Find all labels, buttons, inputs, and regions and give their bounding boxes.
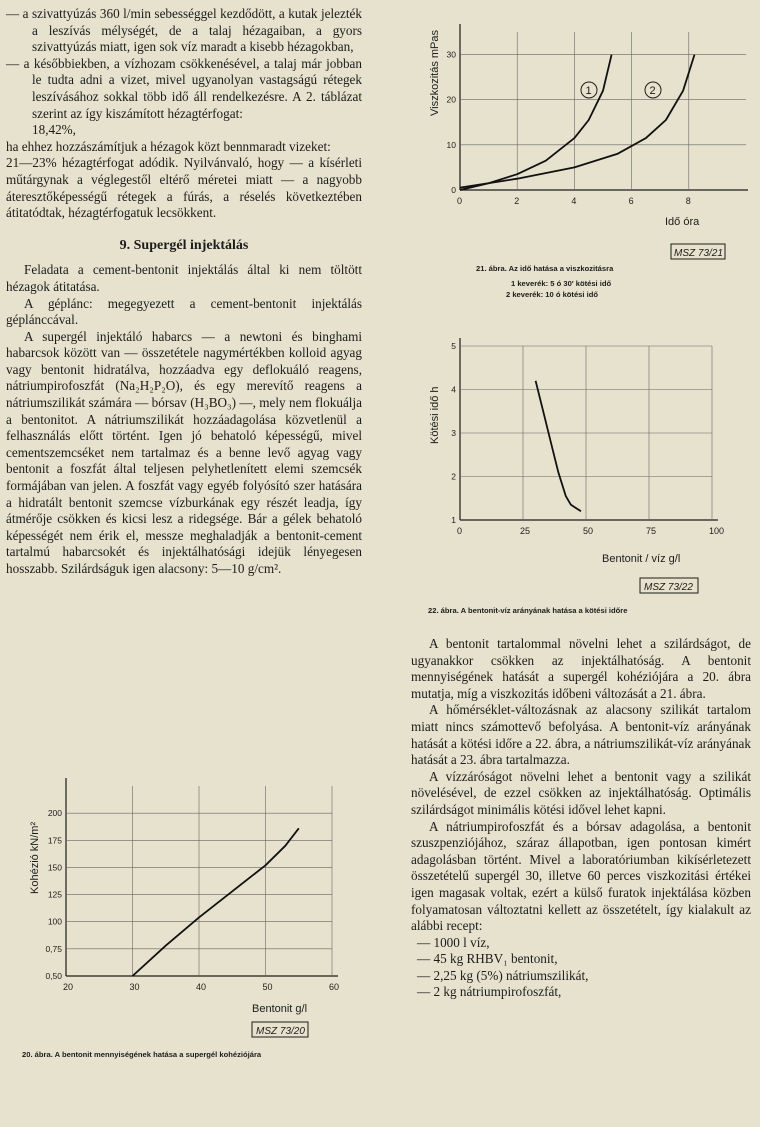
y-tick-label: 30 bbox=[446, 49, 456, 60]
x-tick-label: 50 bbox=[583, 526, 594, 536]
x-tick-label: 6 bbox=[628, 196, 634, 206]
left-column bbox=[6, 6, 362, 578]
fig21-legend-2: 2 keverék: 10 ó kötési idő bbox=[506, 290, 599, 299]
series-line-1 bbox=[536, 381, 581, 512]
fig21-caption: 21. ábra. Az idő hatása a viszkozitásra bbox=[476, 264, 614, 273]
y-tick-label: 0,50 bbox=[45, 971, 62, 981]
x-tick-label: 100 bbox=[709, 526, 725, 536]
hezag-value: 18,42%, bbox=[32, 122, 76, 138]
x-tick-label: 20 bbox=[63, 982, 74, 992]
figure-20-chart bbox=[14, 762, 360, 1062]
fig21-ylabel: Viszkozitás mPas bbox=[429, 30, 441, 116]
paragraph-bullet-1: — a szivattyúzás 360 l/min sebességgel kezdődött, a kutak jelezték a leszívás mélységét, de a talaj hézagaiban, a gyors szivattyúzás miatt, igen sok víz maradt a kisebb hézagokban, bbox=[6, 6, 362, 55]
recipe-item: — 2 kg nátriumpirofoszfát, bbox=[417, 984, 562, 1000]
fig21-xlabel: Idő óra bbox=[665, 216, 700, 228]
right-column bbox=[411, 636, 751, 1001]
x-tick-label: 25 bbox=[520, 526, 531, 536]
figure-21-chart bbox=[412, 4, 748, 262]
fig22-ylabel: Kötési idő h bbox=[429, 386, 441, 444]
series-line-1 bbox=[460, 55, 612, 190]
x-tick-label: 4 bbox=[571, 196, 577, 206]
paragraph-3: A supergél injektáló habarcs — a newtoni és binghami habarcsok között van — összetétele nagymértékben kolloid agyag vagy bentonit hidratálva, hozzáadva egy deflokuáló reagens, nátriumpirofoszfát (Na₂H₂P₂O), és egy merevítő reagens a nátriumszilikát számára — bórsav (H₃BO₃) —, mely nem flokuálja a bentonitot. A nátriumszilikát hozzáadagolása közvetlenül a felhasználás előtt történt. Igen jó behatoló képességű, mivel cementszemcséket nem tartalmaz és a benne levő agyag vagy bentonit a foszfát által teljesen pelyhetlenített elemi szemcsék formájában van jelen. A foszfát vagy egyéb folyósító szer hatására a hidratált bentonit szemcse vízburkának egy részét leadja, így átmérője csökken és kicsi lesz a ridegsége. Bár a gélek behatoló képességét nem érik el, messze meghaladják a bentonit-cement tartalmú habarcsokét és injektálhatósági idejük lényegesen hosszabb. Szilárdságuk igen alacsony: 5—10 g/cm². bbox=[6, 328, 362, 576]
x-tick-label: 40 bbox=[196, 982, 207, 992]
paragraph-cont-2: 21—23% hézagtérfogat adódik. Nyilvánvaló, hogy — a kísérleti műtárgynak a véglegestől eltérő méretei miatt — a nagyobb áteresztőképességű rétegek a fúrás, a réselés következtében átitatódtak, hézagtérfogatuk lecsökkent. bbox=[6, 155, 362, 221]
fig21-series-1-name: 1 bbox=[585, 85, 592, 97]
paragraph-2: A géplánc: megegyezett a cement-bentonit injektálás géplánccával. bbox=[6, 295, 362, 328]
x-tick-label: 2 bbox=[514, 196, 520, 206]
fig20-id: MSZ 73/20 bbox=[256, 1026, 305, 1037]
x-tick-label: 30 bbox=[129, 982, 140, 992]
x-tick-label: 60 bbox=[329, 982, 340, 992]
figure-22-chart bbox=[412, 322, 748, 604]
fig21-id: MSZ 73/21 bbox=[674, 248, 723, 259]
fig21-series-2-name: 2 bbox=[649, 85, 656, 97]
recipe-item: — 2,25 kg (5%) nátriumszilikát, bbox=[417, 967, 589, 983]
y-tick-label: 1 bbox=[451, 515, 456, 525]
fig20-caption: 20. ábra. A bentonit mennyiségének hatása a supergél kohéziójára bbox=[22, 1050, 262, 1059]
series-line-1 bbox=[133, 828, 299, 976]
fig22-caption: 22. ábra. A bentonit-víz arányának hatása a kötési időre bbox=[428, 606, 628, 615]
x-tick-label: 75 bbox=[646, 526, 657, 536]
fig22-id: MSZ 73/22 bbox=[644, 582, 693, 593]
x-tick-label: 0 bbox=[457, 196, 463, 206]
y-tick-label: 5 bbox=[451, 341, 456, 351]
paragraph-1: Feladata a cement-bentonit injektálás által ki nem töltött hézagok átitatása. bbox=[6, 262, 362, 294]
y-tick-label: 0 bbox=[451, 185, 456, 195]
y-tick-label: 150 bbox=[47, 862, 62, 873]
fig21-series-2-label bbox=[645, 82, 661, 98]
y-tick-label: 2 bbox=[451, 471, 456, 482]
fig20-xlabel: Bentonit g/l bbox=[252, 1003, 308, 1015]
paragraph-cont-1: ha ehhez hozzászámítjuk a hézagok közt bennmaradt vizeket: bbox=[6, 138, 331, 154]
x-tick-label: 50 bbox=[262, 982, 273, 992]
recipe-item: — 45 kg RHBV₁ bentonit, bbox=[417, 951, 558, 967]
right-paragraph-3: A vízzáróságot növelni lehet a bentonit vagy a szilikát növelésével, de ezzel csökken az injektálhatóság. Optimális szilárdságot minimális kötési idővel lehet kapni. bbox=[411, 768, 751, 817]
series-line-2 bbox=[460, 55, 695, 188]
fig20-ylabel: Kohézió kN/m² bbox=[29, 821, 41, 894]
x-tick-label: 8 bbox=[685, 196, 691, 206]
x-tick-label: 0 bbox=[457, 526, 463, 536]
fig21-legend-1: 1 keverék: 5 ó 30′ kötési idő bbox=[511, 279, 612, 288]
y-tick-label: 175 bbox=[47, 835, 62, 846]
y-tick-label: 100 bbox=[47, 916, 62, 927]
y-tick-label: 20 bbox=[446, 94, 456, 105]
y-tick-label: 200 bbox=[47, 808, 62, 819]
right-paragraph-4: A nátriumpirofoszfát és a bórsav adagolása, a bentonit szuszpenziójához, száraz állapotban, igen pontosan kimért adagolásban történt. Mivel a laboratóriumban kikísérletezett összetételű supergél 30, illetve 60 perces viszkozitási értékei igen magasak voltak, ezért a külső furatok injektálása közben folyamatosan változtatni kellett az összetételt, így kialakult az alábbi recept: bbox=[411, 818, 751, 934]
y-tick-label: 3 bbox=[451, 428, 456, 438]
right-paragraph-1: A bentonit tartalommal növelni lehet a szilárdságot, de ugyanakkor csökken az injektálhatóság. A bentonit mennyiségének hatását a supergél kohéziójára a 20. ábra mutatja, míg a viszkozitás időbeni változását a 21. ábra. bbox=[411, 636, 751, 701]
section-heading: 9. Supergél injektálás bbox=[119, 237, 249, 253]
y-tick-label: 0,75 bbox=[45, 943, 62, 954]
y-tick-label: 10 bbox=[446, 139, 456, 150]
paragraph-bullet-2: — a későbbiekben, a vízhozam csökkenésével, a talaj már jobban le tudta adni a vizet, mivel ugyanolyan vastagságú rétegek leszívásához sokkal több idő áll rendelkezésre. A 2. táblázat szerint az így kiszámított hézagtérfogat: bbox=[6, 55, 362, 121]
right-paragraph-2: A hőmérséklet-változásnak az alacsony szilikát tartalom miatt nincs számottevő befolyása. A bentonit-víz arányának hatását a kötési időre a 22. ábra, a nátriumszilikát-víz arányának hatását a 23. ábra tartalmazza. bbox=[411, 702, 751, 768]
y-tick-label: 125 bbox=[47, 889, 62, 900]
recipe-item: — 1000 l víz, bbox=[417, 934, 490, 950]
fig21-series-1-label bbox=[581, 82, 597, 98]
fig22-xlabel: Bentonit / víz g/l bbox=[602, 553, 681, 565]
y-tick-label: 4 bbox=[451, 384, 456, 395]
